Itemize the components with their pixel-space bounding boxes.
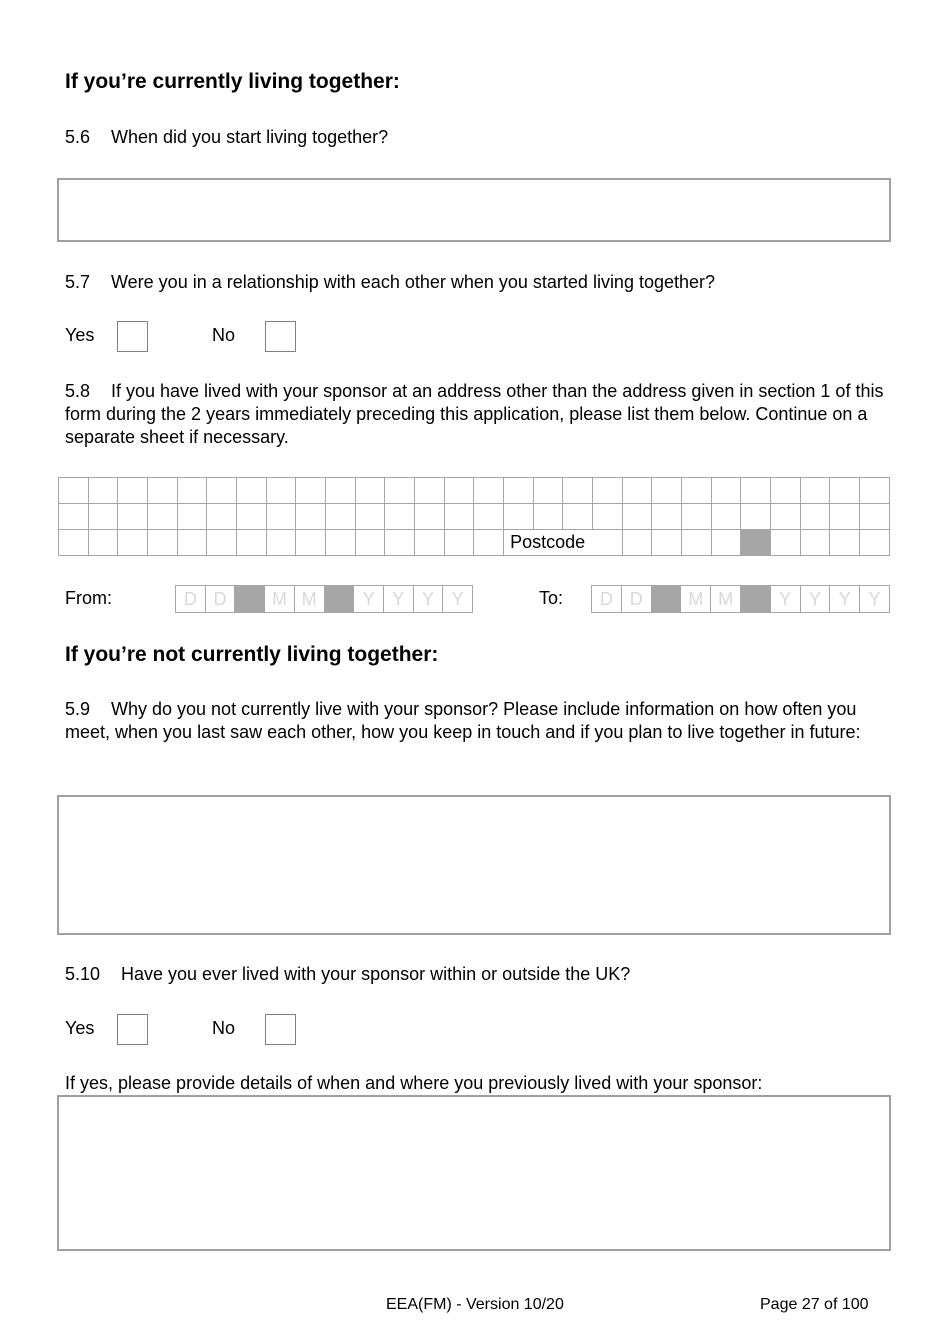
address-cell[interactable] bbox=[444, 478, 474, 504]
question-number: 5.8 bbox=[65, 381, 91, 401]
address-cell[interactable] bbox=[385, 504, 415, 530]
postcode-cell[interactable] bbox=[711, 530, 741, 556]
date-digit-cell[interactable]: D bbox=[206, 586, 236, 612]
start-living-together-field[interactable] bbox=[57, 178, 891, 242]
no-label: No bbox=[212, 1018, 236, 1038]
question-number: 5.6 bbox=[65, 127, 91, 147]
date-digit-cell[interactable]: Y bbox=[451, 589, 464, 609]
address-cell[interactable] bbox=[59, 530, 89, 556]
date-digit-cell[interactable]: M bbox=[711, 586, 741, 612]
address-cell[interactable] bbox=[326, 530, 356, 556]
address-cell[interactable] bbox=[207, 478, 237, 504]
date-digit-cell[interactable]: Y bbox=[830, 586, 860, 612]
address-cell[interactable] bbox=[711, 478, 741, 504]
from-date-input[interactable] bbox=[175, 585, 473, 613]
date-digit-cell[interactable]: Y bbox=[354, 586, 384, 612]
address-cell[interactable] bbox=[593, 504, 623, 530]
address-cell[interactable] bbox=[207, 504, 237, 530]
address-cell[interactable] bbox=[741, 504, 771, 530]
address-cell[interactable] bbox=[652, 478, 682, 504]
date-separator bbox=[652, 586, 682, 612]
address-cell[interactable] bbox=[415, 504, 445, 530]
address-cell[interactable] bbox=[444, 504, 474, 530]
address-cell[interactable] bbox=[622, 478, 652, 504]
date-separator bbox=[741, 586, 771, 612]
date-digit-cell[interactable]: D bbox=[176, 586, 206, 612]
postcode-cell[interactable] bbox=[682, 530, 712, 556]
footer-page-number: Page 27 of 100 bbox=[760, 1296, 869, 1313]
address-cell[interactable] bbox=[355, 478, 385, 504]
reason-not-living-together-field[interactable] bbox=[57, 795, 891, 935]
address-cell[interactable] bbox=[118, 478, 148, 504]
relationship-no-checkbox[interactable] bbox=[265, 321, 296, 352]
date-digit-cell[interactable]: Y bbox=[801, 586, 831, 612]
address-cell[interactable] bbox=[148, 530, 178, 556]
address-cell[interactable] bbox=[860, 478, 890, 504]
section-heading-living-together: If you’re currently living together: bbox=[65, 70, 400, 93]
address-cell[interactable] bbox=[177, 504, 207, 530]
address-cell[interactable] bbox=[326, 478, 356, 504]
date-digit-cell[interactable]: Y bbox=[384, 586, 414, 612]
address-cell[interactable] bbox=[771, 478, 801, 504]
address-cell[interactable] bbox=[88, 504, 118, 530]
address-grid[interactable] bbox=[58, 477, 890, 556]
question-5-6 bbox=[65, 126, 388, 149]
question-number: 5.7 bbox=[65, 272, 91, 292]
address-cell[interactable] bbox=[415, 478, 445, 504]
address-cell[interactable] bbox=[385, 530, 415, 556]
question-5-7 bbox=[65, 271, 715, 294]
question-text: If you have lived with your sponsor at an address other than the address given in section 1 of this form during the 2 years immediately preceding this application, please list them below. Continue on a separate sheet if necessary. bbox=[65, 381, 884, 447]
address-cell[interactable] bbox=[266, 530, 296, 556]
address-cell[interactable] bbox=[177, 478, 207, 504]
address-cell[interactable] bbox=[385, 478, 415, 504]
address-cell[interactable] bbox=[296, 504, 326, 530]
date-separator bbox=[325, 586, 355, 612]
address-cell[interactable] bbox=[118, 504, 148, 530]
previous-living-details-field[interactable] bbox=[57, 1095, 891, 1251]
to-date-input[interactable] bbox=[591, 585, 890, 613]
address-cell[interactable] bbox=[237, 530, 267, 556]
postcode-cell[interactable] bbox=[830, 530, 860, 556]
question-5-10 bbox=[65, 963, 630, 986]
lived-together-no-checkbox[interactable] bbox=[265, 1014, 296, 1045]
address-cell[interactable] bbox=[474, 504, 504, 530]
address-cell[interactable] bbox=[237, 504, 267, 530]
question-text: When did you start living together? bbox=[111, 127, 389, 147]
address-cell[interactable] bbox=[800, 478, 830, 504]
date-digit-cell[interactable]: M bbox=[681, 586, 711, 612]
address-cell[interactable] bbox=[237, 478, 267, 504]
question-5-8 bbox=[65, 380, 885, 449]
postcode-cell[interactable] bbox=[622, 530, 652, 556]
address-row bbox=[59, 504, 890, 530]
address-cell[interactable] bbox=[533, 478, 563, 504]
question-text: Were you in a relationship with each other when you started living together? bbox=[111, 272, 716, 292]
address-row bbox=[59, 530, 890, 556]
date-digit-cell[interactable]: Y bbox=[414, 586, 444, 612]
yes-label: Yes bbox=[65, 325, 95, 345]
section-heading-not-living-together: If you’re not currently living together: bbox=[65, 643, 439, 666]
address-cell[interactable] bbox=[860, 504, 890, 530]
postcode-label: Postcode bbox=[504, 530, 623, 556]
question-text: Have you ever lived with your sponsor within or outside the UK? bbox=[121, 964, 631, 984]
date-digit-cell[interactable]: D bbox=[622, 586, 652, 612]
address-cell[interactable] bbox=[711, 504, 741, 530]
question-5-9 bbox=[65, 698, 885, 744]
address-cell[interactable] bbox=[355, 504, 385, 530]
address-cell[interactable] bbox=[266, 504, 296, 530]
postcode-cell[interactable] bbox=[860, 530, 890, 556]
address-cell[interactable] bbox=[474, 478, 504, 504]
address-cell[interactable] bbox=[415, 530, 445, 556]
postcode-cell[interactable] bbox=[771, 530, 801, 556]
postcode-cell[interactable] bbox=[800, 530, 830, 556]
address-cell[interactable] bbox=[88, 530, 118, 556]
address-cell[interactable] bbox=[682, 478, 712, 504]
address-cell[interactable] bbox=[652, 504, 682, 530]
address-cell[interactable] bbox=[148, 478, 178, 504]
address-cell[interactable] bbox=[177, 530, 207, 556]
address-cell[interactable] bbox=[296, 478, 326, 504]
address-cell[interactable] bbox=[207, 530, 237, 556]
address-cell[interactable] bbox=[474, 530, 504, 556]
question-number: 5.9 bbox=[65, 699, 91, 719]
address-cell[interactable] bbox=[59, 504, 89, 530]
relationship-yes-checkbox[interactable] bbox=[117, 321, 148, 352]
date-digit-cell[interactable]: M bbox=[265, 586, 295, 612]
address-cell[interactable] bbox=[682, 504, 712, 530]
address-cell[interactable] bbox=[504, 478, 534, 504]
date-digit-cell[interactable]: D bbox=[592, 586, 622, 612]
address-cell[interactable] bbox=[563, 504, 593, 530]
address-cell[interactable] bbox=[326, 504, 356, 530]
date-digit-cell[interactable]: Y bbox=[771, 586, 801, 612]
address-cell[interactable] bbox=[622, 504, 652, 530]
address-cell[interactable] bbox=[118, 530, 148, 556]
date-digit-cell[interactable]: M bbox=[295, 586, 325, 612]
address-cell[interactable] bbox=[563, 478, 593, 504]
date-separator bbox=[235, 586, 265, 612]
address-cell[interactable] bbox=[800, 504, 830, 530]
address-cell[interactable] bbox=[830, 504, 860, 530]
address-cell[interactable] bbox=[741, 478, 771, 504]
address-cell[interactable] bbox=[830, 478, 860, 504]
address-row bbox=[59, 478, 890, 504]
address-cell[interactable] bbox=[771, 504, 801, 530]
postcode-separator bbox=[741, 530, 771, 556]
footer-form-version: EEA(FM) - Version 10/20 bbox=[386, 1296, 564, 1313]
address-cell[interactable] bbox=[59, 478, 89, 504]
from-label: From: bbox=[65, 588, 112, 608]
address-cell[interactable] bbox=[296, 530, 326, 556]
followup-text: If yes, please provide details of when and where you previously lived with your sponsor: bbox=[65, 1073, 763, 1093]
no-label: No bbox=[212, 325, 236, 345]
postcode-cell[interactable] bbox=[652, 530, 682, 556]
to-label: To: bbox=[539, 588, 564, 608]
address-cell[interactable] bbox=[593, 478, 623, 504]
question-number: 5.10 bbox=[65, 964, 101, 984]
address-cell[interactable] bbox=[266, 478, 296, 504]
yes-label: Yes bbox=[65, 1018, 95, 1038]
address-cell[interactable] bbox=[148, 504, 178, 530]
question-text: Why do you not currently live with your sponsor? Please include information on how often you meet, when you last saw each other, how you keep in touch and if you plan to live together in future: bbox=[65, 699, 861, 742]
address-cell[interactable] bbox=[533, 504, 563, 530]
address-cell[interactable] bbox=[444, 530, 474, 556]
address-cell[interactable] bbox=[504, 504, 534, 530]
lived-together-yes-checkbox[interactable] bbox=[117, 1014, 148, 1045]
address-cell[interactable] bbox=[88, 478, 118, 504]
address-cell[interactable] bbox=[355, 530, 385, 556]
date-digit-cell[interactable]: Y bbox=[868, 589, 881, 609]
